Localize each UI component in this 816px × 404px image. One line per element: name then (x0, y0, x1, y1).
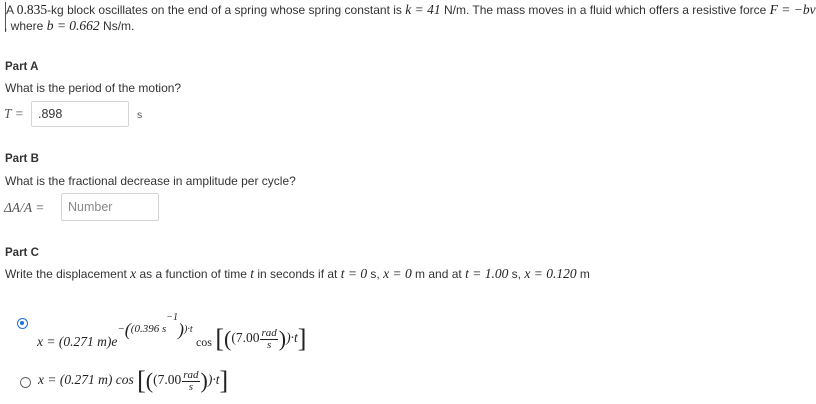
formula-tail: )·t (207, 372, 220, 388)
problem-text: A (6, 3, 17, 17)
mass-value: 0.835 (16, 2, 48, 17)
exp-power: −1 (166, 312, 178, 323)
problem-line-2 (4, 18, 134, 34)
exponent: −((0.396 $s^{-1}))\cdot t$ (117, 312, 193, 340)
option-2-radio[interactable] (20, 377, 31, 388)
question-text: in seconds if at (254, 267, 341, 281)
part-b-question: What is the fractional decrease in amplitude per cycle? (5, 174, 296, 188)
omega-value: (7.00 (231, 330, 260, 346)
unit-fraction: $\frac{\text{rad}}{s}$ (183, 368, 199, 393)
part-b-title: Part B (5, 153, 39, 165)
problem-text: Ns/m. (99, 19, 135, 33)
question-text: m (576, 267, 590, 281)
part-a-question: What is the period of the motion? (5, 81, 182, 95)
omega-value: (7.00 (153, 372, 182, 388)
problem-text: , where (4, 19, 47, 33)
period-value: .898 (38, 107, 63, 121)
option-2-formula[interactable]: x = (0.271 m) cos [((7.00 $\frac{\text{rad}}{s}$ ))·t] (38, 366, 229, 395)
option-1-formula[interactable]: x = (0.271 m)e−((0.396 $s^{-1}))\cdot t$ cos [((7.00 $\frac{\text{rad}}{s}$ ))·t] (37, 312, 307, 353)
formula-lhs: x = (0.271 m) cos (38, 372, 134, 388)
question-text: s, (508, 267, 525, 281)
position-one: x = 0.120 (524, 266, 577, 281)
time-zero: t = 0 (340, 266, 368, 281)
problem-line-1 (6, 2, 816, 18)
question-text: m and at (411, 267, 466, 281)
unit-fraction: $\frac{\text{rad}}{s}$ (261, 326, 277, 351)
question-text: as a function of time (136, 267, 251, 281)
option-1-radio[interactable] (17, 318, 28, 329)
part-a-title: Part A (5, 61, 39, 73)
exp-coefficient: (0.396 s (130, 323, 167, 336)
problem-text: N/m. The mass moves in a fluid which offers a resistive force (440, 3, 770, 17)
amplitude-placeholder: Number (68, 200, 113, 214)
var-x: x (130, 266, 137, 281)
question-text: Write the displacement (5, 267, 131, 281)
question-text: s, (367, 267, 384, 281)
formula-lhs: x = (0.271 m)e (37, 334, 118, 350)
cos-label: cos (195, 335, 212, 350)
period-unit: s (137, 109, 143, 121)
part-c-question (5, 266, 590, 282)
position-zero: x = 0 (383, 266, 412, 281)
resistive-force: F = −bv (769, 2, 816, 17)
amplitude-decrease-input[interactable] (61, 193, 159, 221)
damping-constant: b = 0.662 (46, 18, 100, 33)
time-one: t = 1.00 (465, 266, 509, 281)
part-c-title: Part C (5, 247, 39, 259)
part-b-label: ΔA/A = (4, 200, 45, 215)
part-a-label: T = (4, 106, 24, 121)
spring-constant: k = 41 (405, 2, 441, 17)
period-input[interactable] (31, 101, 129, 127)
exp-close: )·t (183, 324, 193, 336)
var-t: t (250, 266, 254, 281)
formula-tail: )·t (286, 330, 298, 346)
problem-text: -kg block oscillates on the end of a spring whose spring constant is (47, 3, 406, 17)
